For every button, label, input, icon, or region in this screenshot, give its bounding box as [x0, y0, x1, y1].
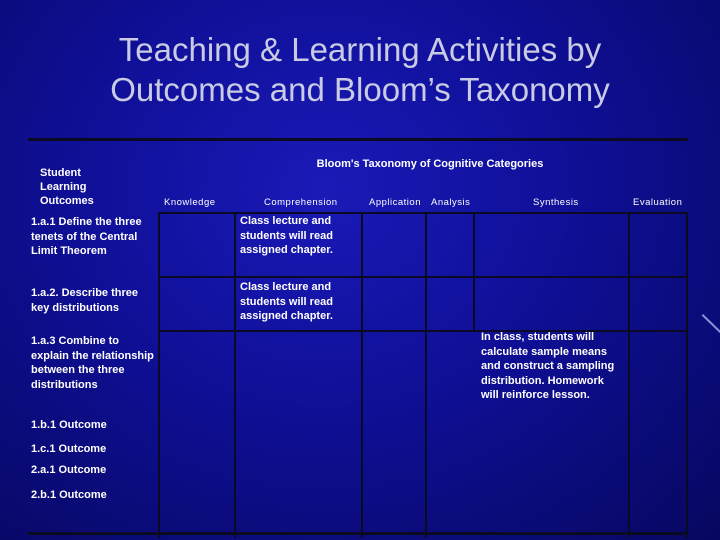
table-caption: Bloom's Taxonomy of Cognitive Categories	[316, 158, 544, 170]
column-header-knowledge: Knowledge	[164, 197, 216, 208]
bottom-divider	[28, 532, 688, 535]
grid-line	[473, 212, 475, 332]
grid-line	[686, 212, 688, 538]
grid-line	[628, 212, 630, 538]
comprehension-cell: Class lecture and students will read assigned chapter.	[240, 281, 333, 322]
slide-title	[20, 30, 700, 110]
row-header	[40, 166, 94, 208]
outcome-label: 1.b.1 Outcome	[31, 419, 107, 431]
grid-line	[361, 212, 363, 538]
row-header-line: Outcomes	[40, 195, 94, 207]
row-header-line: Learning	[40, 181, 87, 193]
outcome-label: 2.a.1 Outcome	[31, 464, 107, 476]
outcome-label: 2.b.1 Outcome	[31, 489, 107, 501]
column-header-synthesis: Synthesis	[533, 197, 579, 208]
top-divider	[28, 138, 688, 141]
synthesis-cell: In class, students will calculate sample means and construct a sampling distribution. Homework will reinforce lesson.	[481, 331, 615, 401]
outcome-label: 1.a.1 Define the three tenets of the Central Limit Theorem	[31, 216, 142, 257]
grid-line	[158, 212, 688, 214]
column-header-evaluation: Evaluation	[633, 197, 683, 208]
grid-line	[234, 212, 236, 538]
title-line-1: Teaching & Learning Activities by	[118, 31, 602, 68]
column-header-application: Application	[369, 197, 421, 208]
column-header-analysis: Analysis	[431, 197, 471, 208]
column-header-comprehension: Comprehension	[264, 197, 338, 208]
grid-line	[158, 212, 160, 538]
grid-line	[425, 212, 427, 538]
decorative-accent-line	[702, 314, 720, 333]
outcome-label: 1.c.1 Outcome	[31, 443, 107, 455]
row-header-line: Student	[40, 167, 81, 179]
outcome-label: 1.a.3 Combine to explain the relationship between the three distributions	[31, 335, 154, 391]
outcome-label: 1.a.2. Describe three key distributions	[31, 287, 139, 314]
title-line-2: Outcomes and Bloom’s Taxonomy	[110, 71, 610, 108]
comprehension-cell: Class lecture and students will read assigned chapter.	[240, 215, 333, 256]
grid-line	[158, 276, 688, 278]
